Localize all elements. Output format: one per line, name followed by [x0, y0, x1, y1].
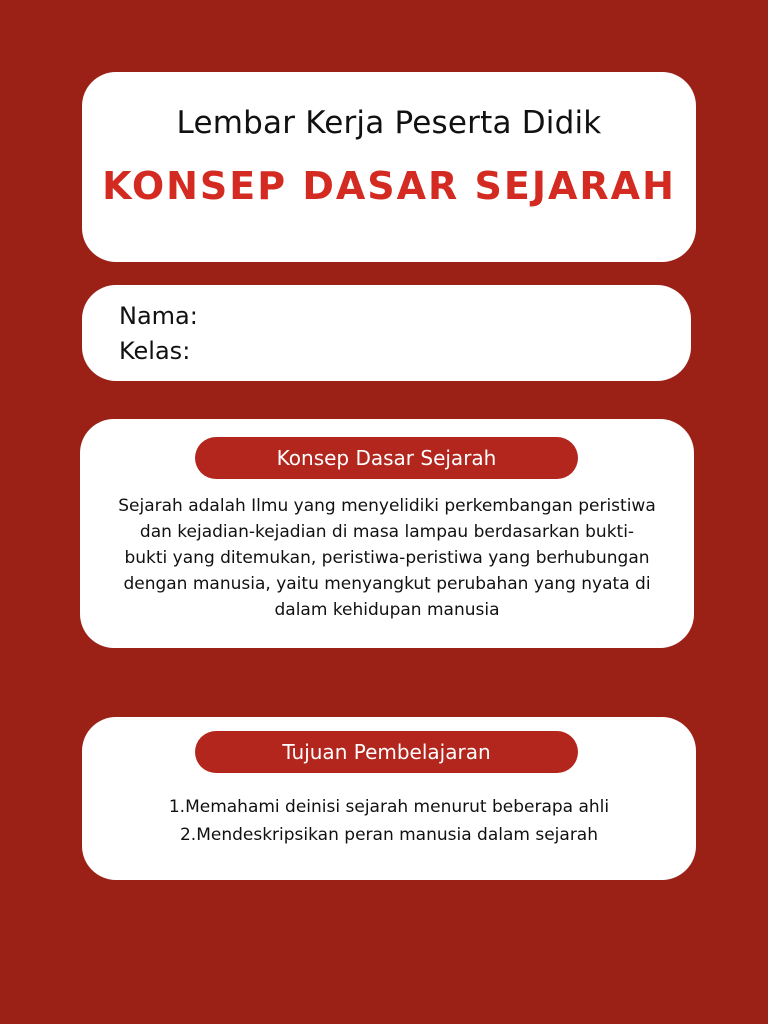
worksheet-subtitle: Lembar Kerja Peserta Didik	[176, 105, 602, 141]
student-info-card	[82, 285, 691, 381]
concept-heading: Konsep Dasar Sejarah	[195, 437, 578, 479]
learning-goal-item: 2.Mendeskripsikan peran manusia dalam sejarah	[179, 825, 598, 845]
title-card	[82, 72, 696, 262]
learning-goals-list	[137, 793, 641, 849]
learning-goals-card	[82, 717, 696, 880]
concept-line: dalam kehidupan manusia	[274, 600, 500, 620]
concept-line: Sejarah adalah Ilmu yang menyelidiki perkembangan peristiwa	[118, 496, 656, 516]
learning-goals-heading: Tujuan Pembelajaran	[195, 731, 578, 773]
concept-line: dan kejadian-kejadian di masa lampau berdasarkan bukti-	[139, 522, 635, 542]
name-label: Nama:	[119, 302, 198, 330]
concept-line: bukti yang ditemukan, peristiwa-peristiwa yang berhubungan	[124, 548, 650, 568]
concept-card	[80, 419, 694, 648]
concept-paragraph	[110, 493, 664, 623]
class-label: Kelas:	[119, 337, 191, 365]
learning-goal-item: 1.Memahami deinisi sejarah menurut beberapa ahli	[168, 797, 610, 817]
worksheet-title: KONSEP DASAR SEJARAH	[102, 164, 676, 208]
concept-line: dengan manusia, yaitu menyangkut perubahan yang nyata di	[123, 574, 651, 594]
